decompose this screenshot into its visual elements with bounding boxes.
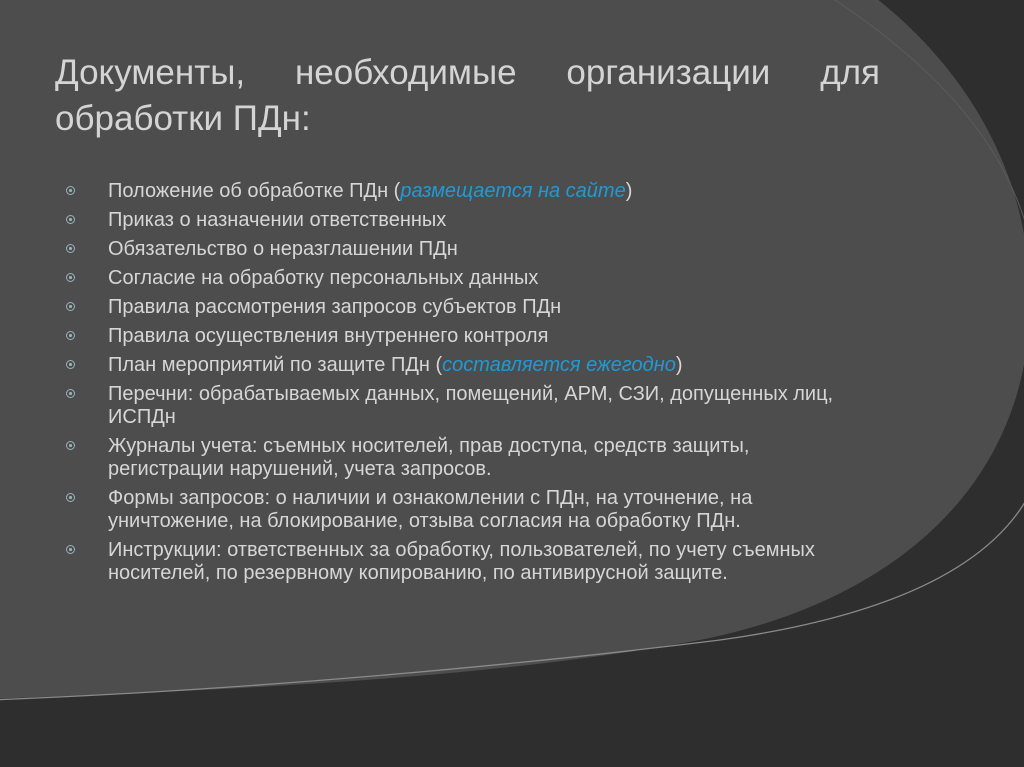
list-item: [66, 325, 866, 348]
list-item-text: Согласие на обработку персональных данных: [108, 267, 539, 289]
circle-bullet-icon: [66, 215, 75, 224]
list-item-accent: размещается на сайте: [400, 180, 626, 202]
list-item-text: Обязательство о неразглашении ПДн: [108, 238, 458, 260]
circle-bullet-icon: [66, 360, 75, 369]
circle-bullet-icon: [66, 244, 75, 253]
list-item: [66, 296, 866, 319]
list-item-text: Правила рассмотрения запросов субъектов ПДн: [108, 296, 562, 318]
circle-bullet-icon: [66, 441, 75, 450]
list-item: [66, 487, 866, 533]
list-item-suffix: ): [675, 354, 683, 376]
list-item-text: План мероприятий по защите ПДн (: [108, 354, 443, 376]
list-item-text: Приказ о назначении ответственных: [108, 209, 447, 231]
list-item-text: Перечни: обрабатываемых данных, помещений, АРМ, СЗИ, допущенных лиц, ИСПДн: [108, 383, 834, 428]
circle-bullet-icon: [66, 545, 75, 554]
list-item: [66, 354, 866, 377]
circle-bullet-icon: [66, 186, 75, 195]
list-item-text: Журналы учета: съемных носителей, прав доступа, средств защиты, регистрации нарушений, учета запросов.: [108, 435, 750, 480]
list-item: [66, 180, 866, 203]
document-list: [66, 180, 866, 591]
list-item-text: Инструкции: ответственных за обработку, пользователей, по учету съемных носителей, по резервному копированию, по антивирусной защите.: [108, 539, 815, 584]
circle-bullet-icon: [66, 493, 75, 502]
list-item-suffix: ): [625, 180, 633, 202]
circle-bullet-icon: [66, 302, 75, 311]
list-item: [66, 435, 866, 481]
circle-bullet-icon: [66, 389, 75, 398]
circle-bullet-icon: [66, 331, 75, 340]
list-item: [66, 539, 866, 585]
list-item-text: Правила осуществления внутреннего контроля: [108, 325, 549, 347]
list-item: [66, 267, 866, 290]
circle-bullet-icon: [66, 273, 75, 282]
list-item-text: Положение об обработке ПДн (: [108, 180, 401, 202]
list-item: [66, 238, 866, 261]
list-item: [66, 383, 866, 429]
list-item-text: Формы запросов: о наличии и ознакомлении с ПДн, на уточнение, на уничтожение, на блокирование, отзыва согласия на обработку ПДн.: [108, 487, 753, 532]
slide-title: Документы, необходимые организации для обработки ПДн:: [55, 53, 880, 138]
list-item-accent: составляется ежегодно: [442, 354, 676, 376]
list-item: [66, 209, 866, 232]
